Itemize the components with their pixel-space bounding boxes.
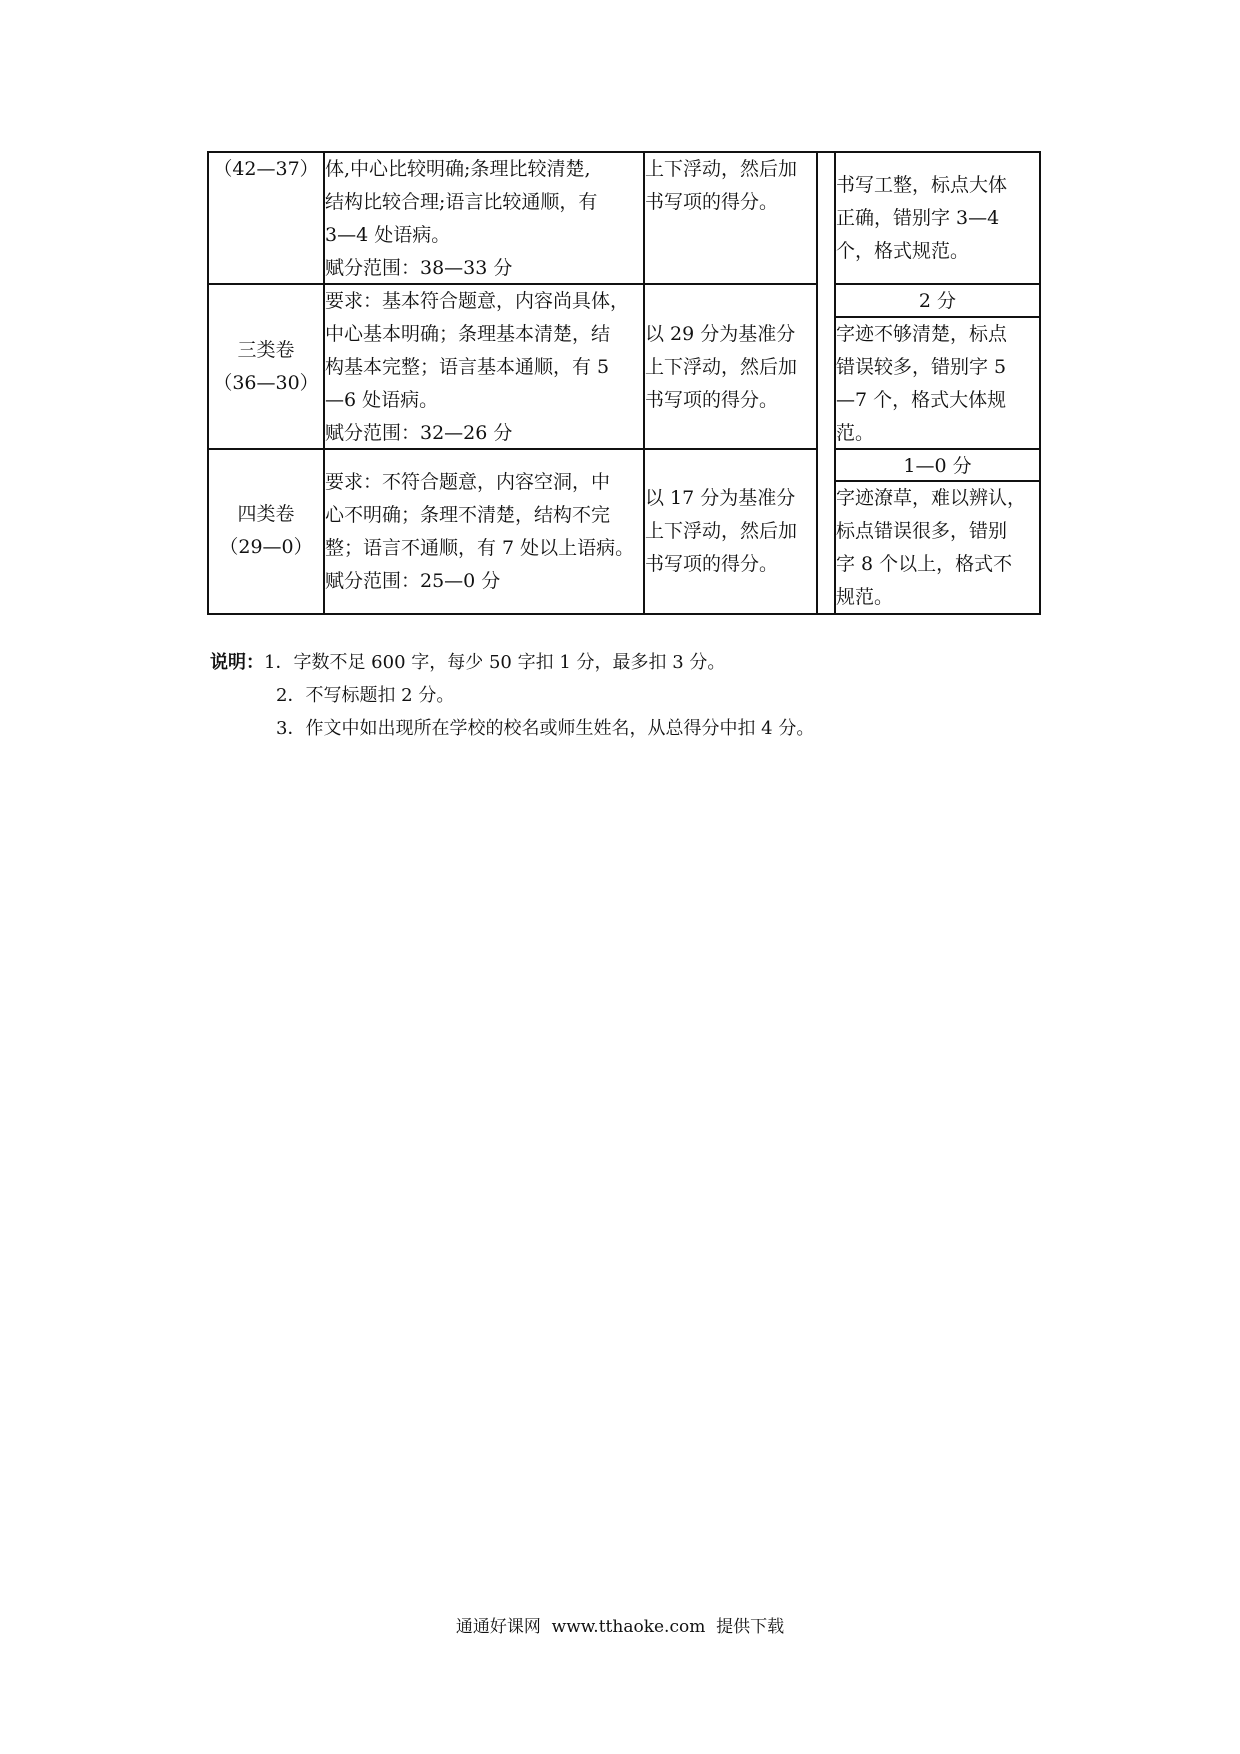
text-line: 赋分范围：32—26 分	[325, 422, 513, 444]
text-line: 错误较多，错别字 5	[836, 356, 1007, 378]
text-line: 书写工整，标点大体	[836, 174, 1008, 196]
text-line: 构基本完整；语言基本通顺，有 5	[325, 356, 610, 378]
text-line: 上下浮动，然后加	[645, 158, 798, 180]
text-line: 三类卷	[237, 339, 295, 361]
baseline-text	[645, 482, 816, 581]
writing-text	[836, 169, 1039, 268]
text-line: 字 8 个以上，格式不	[836, 553, 1013, 575]
text-line: 体,中心比较明确;条理比较清楚,	[325, 158, 591, 180]
text-line: 要求：不符合题意，内容空洞，中	[325, 471, 611, 493]
text-line: 以 17 分为基准分	[645, 487, 796, 509]
text-line: 上下浮动，然后加	[645, 520, 798, 542]
text-line: 要求：基本符合题意，内容尚具体，	[325, 290, 630, 312]
category-label: （42—37）	[213, 158, 319, 180]
notes-label: 说明：	[210, 652, 264, 673]
footer-text: 通通好课网 www.tthaoke.com 提供下载	[455, 1617, 785, 1637]
text-line: （36—30）	[213, 372, 319, 394]
note-text: 3．作文中如出现所在学校的校名或师生姓名，从总得分中扣 4 分。	[276, 718, 815, 739]
requirement-text	[325, 153, 643, 285]
text-line: —7 个，格式大体规	[836, 389, 1007, 411]
text-line: 整；语言不通顺，有 7 处以上语病。	[325, 537, 635, 559]
table-line	[816, 151, 818, 615]
note-text: 2．不写标题扣 2 分。	[276, 685, 455, 706]
text-line: 心不明确；条理不清楚，结构不完	[325, 504, 611, 526]
note-item	[210, 712, 1110, 745]
text-line: （29—0）	[219, 536, 313, 558]
text-line: 书写项的得分。	[645, 553, 779, 575]
text-line: 赋分范围：38—33 分	[325, 257, 513, 279]
requirement-text	[325, 285, 643, 450]
note-text: 1．字数不足 600 字，每少 50 字扣 1 分，最多扣 3 分。	[264, 652, 726, 673]
text-line: 正确，错别字 3—4	[836, 207, 1000, 229]
text-line: 以 29 分为基准分	[645, 323, 796, 345]
writing-text	[836, 482, 1039, 614]
text-line: —6 处语病。	[325, 389, 439, 411]
baseline-text	[645, 318, 816, 417]
text-line: 赋分范围：25—0 分	[325, 570, 501, 592]
notes-section	[210, 646, 1110, 745]
note-item	[210, 646, 1110, 679]
text-line: 标点错误很多，错别	[836, 520, 1008, 542]
baseline-text	[645, 153, 816, 219]
text-line: 中心基本明确；条理基本清楚，结	[325, 323, 611, 345]
text-line: 四类卷	[237, 503, 295, 525]
table-line	[1039, 151, 1041, 615]
text-line: 个，格式规范。	[836, 240, 970, 262]
writing-score: 1—0 分	[903, 455, 972, 477]
category-label	[209, 334, 323, 400]
note-item	[210, 679, 1110, 712]
text-line: 字迹潦草，难以辨认，	[836, 487, 1027, 509]
text-line: 规范。	[836, 586, 894, 608]
text-line: 书写项的得分。	[645, 389, 779, 411]
requirement-text	[325, 466, 643, 598]
writing-score: 2 分	[918, 290, 957, 312]
text-line: 范。	[836, 422, 875, 444]
category-label	[209, 498, 323, 564]
text-line: 书写项的得分。	[645, 191, 779, 213]
text-line: 结构比较合理;语言比较通顺，有	[325, 191, 598, 213]
text-line: 字迹不够清楚，标点	[836, 323, 1008, 345]
writing-text	[836, 318, 1039, 450]
text-line: 上下浮动，然后加	[645, 356, 798, 378]
text-line: 3—4 处语病。	[325, 224, 451, 246]
